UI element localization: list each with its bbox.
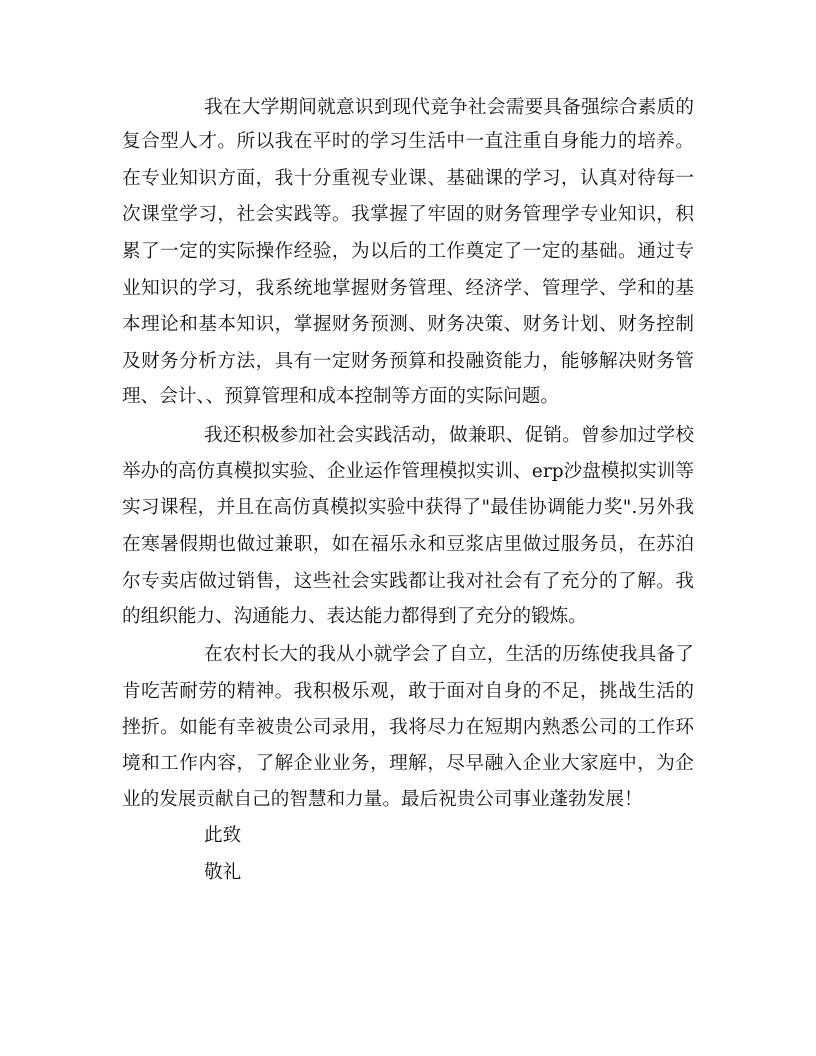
paragraph-3-line-1: 在农村长大的我从小就学会了自立，生活的历练使我具备了 — [204, 644, 694, 665]
paragraph-1-line-6: 业知识的学习，我系统地掌握财务管理、经济学、管理学、学和的基 — [122, 278, 694, 299]
paragraph-2-line-6: 的组织能力、沟通能力、表达能力都得到了充分的锻炼。 — [122, 606, 587, 627]
paragraph-2-line-2: 举办的高仿真模拟实验、企业运作管理模拟实训、erp沙盘模拟实训等 — [122, 461, 694, 482]
paragraph-1-line-3: 在专业知识方面，我十分重视专业课、基础课的学习，认真对待每一 — [122, 168, 694, 189]
salutation-text: 敬礼 — [204, 862, 242, 883]
paragraph-3-line-2: 肯吃苦耐劳的精神。我积极乐观，敢于面对自身的不足，挑战生活的 — [122, 681, 694, 702]
paragraph-1-line-2: 复合型人才。所以我在平时的学习生活中一直注重自身能力的培养。 — [122, 131, 694, 152]
paragraph-2-line-1: 我还积极参加社会实践活动，做兼职、促销。曾参加过学校 — [204, 425, 694, 446]
paragraph-2-line-5: 尔专卖店做过销售，这些社会实践都让我对社会有了充分的了解。我 — [122, 571, 694, 592]
closing-text: 此致 — [204, 825, 242, 846]
paragraph-3-line-4: 境和工作内容，了解企业业务，理解，尽早融入企业大家庭中，为企 — [122, 753, 694, 774]
paragraph-1-line-1: 我在大学期间就意识到现代竞争社会需要具备强综合素质的 — [204, 97, 694, 118]
paragraph-2-line-4: 在寒暑假期也做过兼职，如在福乐永和豆浆店里做过服务员，在苏泊 — [122, 534, 694, 555]
paragraph-2-line-3: 实习课程，并且在高仿真模拟实验中获得了"最佳协调能力奖".另外我 — [122, 497, 694, 518]
paragraph-1-line-7: 本理论和基本知识，掌握财务预测、财务决策、财务计划、财务控制 — [122, 314, 694, 335]
paragraph-1-line-8: 及财务分析方法，具有一定财务预算和投融资能力，能够解决财务管 — [122, 351, 694, 372]
paragraph-3-line-5: 业的发展贡献自己的智慧和力量。最后祝贵公司事业蓬勃发展！ — [122, 789, 643, 810]
paragraph-1-line-5: 累了一定的实际操作经验，为以后的工作奠定了一定的基础。通过专 — [122, 241, 694, 262]
paragraph-1-line-4: 次课堂学习，社会实践等。我掌握了牢固的财务管理学专业知识，积 — [122, 204, 694, 225]
paragraph-3-line-3: 挫折。如能有幸被贵公司录用，我将尽力在短期内熟悉公司的工作环 — [122, 717, 694, 738]
paragraph-1-line-9: 理、会计、、预算管理和成本控制等方面的实际问题。 — [122, 386, 559, 407]
